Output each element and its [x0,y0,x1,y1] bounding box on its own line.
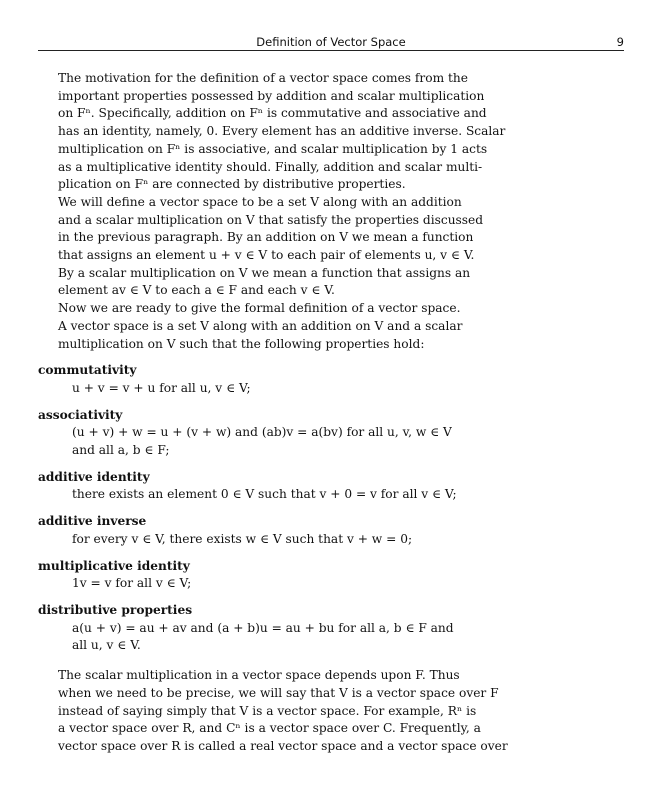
property-title: commutativity [38,363,137,378]
property-line: u + v = v + u for all u, v ∈ V; [72,380,251,395]
property-line: a(u + v) = au + av and (a + b)u = au + bu for all a, b ∈ F and [72,620,454,635]
text-line: instead of saying simply that V is a vector space. For example, Rⁿ is [58,703,477,718]
text-line: The scalar multiplication in a vector space depends upon F. Thus [58,668,460,683]
text-line: vector space over R is called a real vector space and a vector space over [58,738,508,753]
paragraph-motivation [38,70,506,194]
property-additive-inverse [38,513,468,548]
text-line: Now we are ready to give the formal definition of a vector space. [58,301,461,316]
property-distributive [38,602,468,655]
property-line: and all a, b ∈ F; [72,443,170,458]
property-title: additive inverse [38,514,147,529]
text-line: element av ∈ V to each a ∈ F and each v ∈ V. [58,283,335,298]
text-line: has an identity, namely, 0. Every element has an additive inverse. Scalar [58,124,506,139]
text-line: The motivation for the definition of a vector space comes from the [58,71,468,85]
paragraph-addition-definition [38,194,484,300]
text-line: important properties possessed by addition and scalar multiplication [58,88,485,103]
text-line: when we need to be precise, we will say that V is a vector space over F [58,685,499,700]
property-line: all u, v ∈ V. [72,638,141,653]
running-head [38,35,624,51]
text-line: We will define a vector space to be a set V along with an addition [58,194,462,209]
text-line: that assigns an element u + v ∈ V to each pair of elements u, v ∈ V. [58,248,475,263]
property-title: multiplicative identity [38,558,190,573]
text-line: and a scalar multiplication on V that satisfy the properties discussed [58,212,484,227]
body-text [38,70,508,756]
paragraph-closing [38,667,508,756]
text-line: multiplication on V such that the following properties hold: [58,336,425,351]
property-commutativity [38,362,468,397]
paragraph-formal-definition [38,300,468,353]
property-line: there exists an element 0 ∈ V such that v + 0 = v for all v ∈ V; [72,487,457,502]
text-line: as a multiplicative identity should. Finally, addition and scalar multi- [58,159,483,174]
text-line: By a scalar multiplication on V we mean a function that assigns an [58,265,471,280]
property-additive-identity [38,469,468,504]
text-line: plication on Fⁿ are connected by distributive properties. [58,177,406,192]
text-line: A vector space is a set V along with an addition on V and a scalar [58,318,463,333]
property-line: for every v ∈ V, there exists w ∈ V such that v + w = 0; [72,531,413,546]
property-line: 1v = v for all v ∈ V; [72,576,192,591]
text-line: on Fⁿ. Specifically, addition on Fⁿ is commutative and associative and [58,106,487,121]
property-title: distributive properties [38,602,193,617]
text-line: a vector space over R, and Cⁿ is a vector space over C. Frequently, a [58,721,481,736]
page-number: 9 [616,35,624,49]
property-multiplicative-identity [38,558,468,593]
property-associativity [38,407,468,460]
section-title: Definition of Vector Space [256,35,406,49]
text-line: multiplication on Fⁿ is associative, and scalar multiplication by 1 acts [58,141,488,156]
property-title: additive identity [38,469,150,484]
text-line: in the previous paragraph. By an addition on V we mean a function [58,230,474,245]
property-line: (u + v) + w = u + (v + w) and (ab)v = a(bv) for all u, v, w ∈ V [72,425,452,440]
header-rule [38,50,624,51]
property-title: associativity [38,407,123,422]
